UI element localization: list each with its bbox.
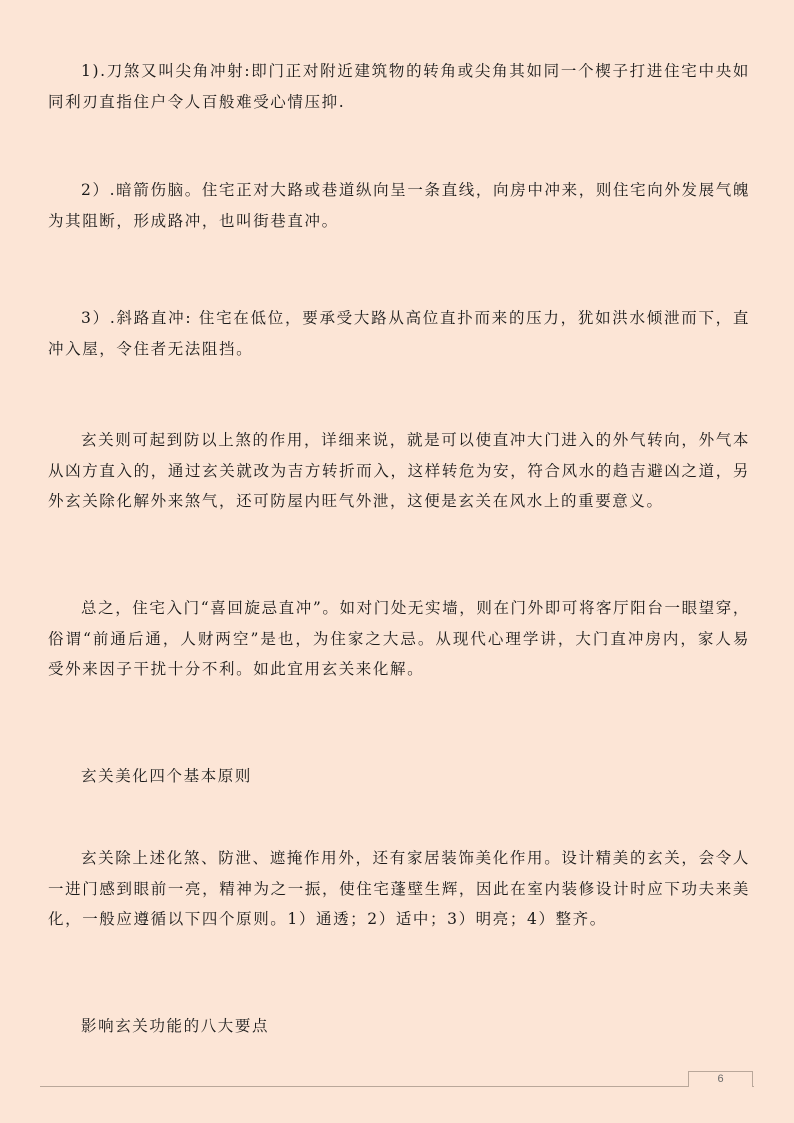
paragraph-slanted-road: 3）.斜路直冲: 住宅在低位，要承受大路从高位直扑而来的压力，犹如洪水倾泄而下，直冲入屋，令住者无法阻挡。 — [48, 309, 750, 358]
section-heading-eight-points: 影响玄关功能的八大要点 — [81, 1017, 270, 1035]
section-heading-four-principles: 玄关美化四个基本原则 — [81, 767, 253, 785]
paragraph-sharp-corner: 1).刀煞又叫尖角冲射:即门正对附近建筑物的转角或尖角其如同一个楔子打进住宅中央如同利刃直指住户令人百般难受心情压抑. — [48, 62, 750, 111]
paragraph-decoration: 玄关除上述化煞、防泄、遮掩作用外，还有家居装饰美化作用。设计精美的玄关，会令人一进门感到眼前一亮，精神为之一振，使住宅蓬壁生辉，因此在室内装修设计时应下功夫来美化，一般应遵循以下四个原则。1）通透；2）适中；3）明亮；4）整齐。 — [48, 849, 750, 928]
footer-divider — [40, 1086, 754, 1087]
paragraph-foyer-function: 玄关则可起到防以上煞的作用，详细来说，就是可以使直冲大门进入的外气转向，外气本从凶方直入的，通过玄关就改为吉方转折而入，这样转危为安，符合风水的趋吉避凶之道，另外玄关除化解外来煞气，还可防屋内旺气外泄，这便是玄关在风水上的重要意义。 — [48, 431, 750, 510]
paragraph-summary: 总之，住宅入门“喜回旋忌直冲”。如对门处无实墙，则在门外即可将客厅阳台一眼望穿，俗谓“前通后通，人财两空”是也，为住家之大忌。从现代心理学讲，大门直冲房内，家人易受外来因子干扰十分不利。如此宜用玄关来化解。 — [48, 599, 750, 678]
paragraph-hidden-arrow: 2）.暗箭伤脑。住宅正对大路或巷道纵向呈一条直线，向房中冲来，则住宅向外发展气魄为其阻断，形成路冲，也叫街巷直冲。 — [48, 181, 750, 230]
page-number: 6 — [688, 1071, 753, 1087]
